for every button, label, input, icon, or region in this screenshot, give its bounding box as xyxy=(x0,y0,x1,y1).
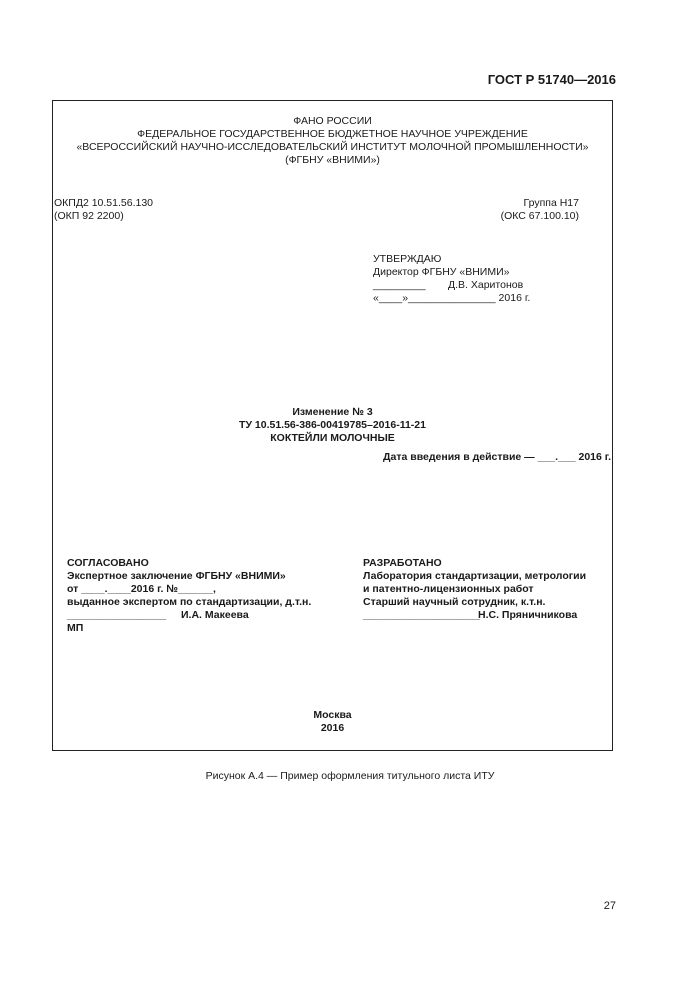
okp-code: (ОКП 92 2200) xyxy=(54,210,124,222)
approval-position: Директор ФГБНУ «ВНИМИ» xyxy=(373,266,510,278)
agreed-title: СОГЛАСОВАНО xyxy=(67,557,149,569)
change-product: КОКТЕЙЛИ МОЛОЧНЫЕ xyxy=(270,432,395,444)
developed-author-name: Н.С. Пряничникова xyxy=(478,609,578,621)
approval-name: Д.В. Харитонов xyxy=(448,279,524,291)
standard-number: ГОСТ Р 51740—2016 xyxy=(487,72,616,87)
effective-date: Дата введения в действие — ___.___ 2016 г. xyxy=(383,451,611,463)
developed-line-3: Старший научный сотрудник, к.т.н. xyxy=(363,596,546,608)
group-code: Группа Н17 xyxy=(523,197,579,209)
figure-caption: Рисунок А.4 — Пример оформления титульного листа ИТУ xyxy=(205,770,495,782)
agreed-expert-name: И.А. Макеева xyxy=(181,609,249,621)
org-line-1: ФАНО РОССИИ xyxy=(293,115,372,127)
agreed-signature-line: _________________ xyxy=(67,609,167,621)
page-number: 27 xyxy=(603,900,616,912)
oks-code: (ОКС 67.100.10) xyxy=(500,210,579,222)
developed-line-1: Лаборатория стандартизации, метрологии xyxy=(363,570,587,582)
approval-date-line: «____»_______________ 2016 г. xyxy=(373,292,531,304)
agreed-line-3: выданное экспертом по стандартизации, д.т.н. xyxy=(67,596,312,608)
place-city: Москва xyxy=(313,709,352,721)
org-line-3: «ВСЕРОССИЙСКИЙ НАУЧНО-ИССЛЕДОВАТЕЛЬСКИЙ ИНСТИТУТ МОЛОЧНОЙ ПРОМЫШЛЕННОСТИ» xyxy=(76,141,589,153)
approval-signature-line: _________ xyxy=(373,279,426,291)
stamp-mark: МП xyxy=(67,622,84,634)
place-year: 2016 xyxy=(320,722,345,734)
developed-signature-line: ____________________ xyxy=(363,609,480,621)
approval-title: УТВЕРЖДАЮ xyxy=(373,253,442,265)
agreed-line-1: Экспертное заключение ФГБНУ «ВНИМИ» xyxy=(67,570,286,582)
org-line-2: ФЕДЕРАЛЬНОЕ ГОСУДАРСТВЕННОЕ БЮДЖЕТНОЕ НАУЧНОЕ УЧРЕЖДЕНИЕ xyxy=(137,128,528,140)
change-spec: ТУ 10.51.56-386-00419785–2016-11-21 xyxy=(239,419,426,431)
change-title: Изменение № 3 xyxy=(292,406,373,418)
okpd2-code: ОКПД2 10.51.56.130 xyxy=(54,197,154,209)
org-line-4: (ФГБНУ «ВНИМИ») xyxy=(285,154,380,166)
developed-line-2: и патентно-лицензионных работ xyxy=(363,583,534,595)
developed-title: РАЗРАБОТАНО xyxy=(363,557,442,569)
agreed-line-2: от ____.____2016 г. №______, xyxy=(67,583,216,595)
